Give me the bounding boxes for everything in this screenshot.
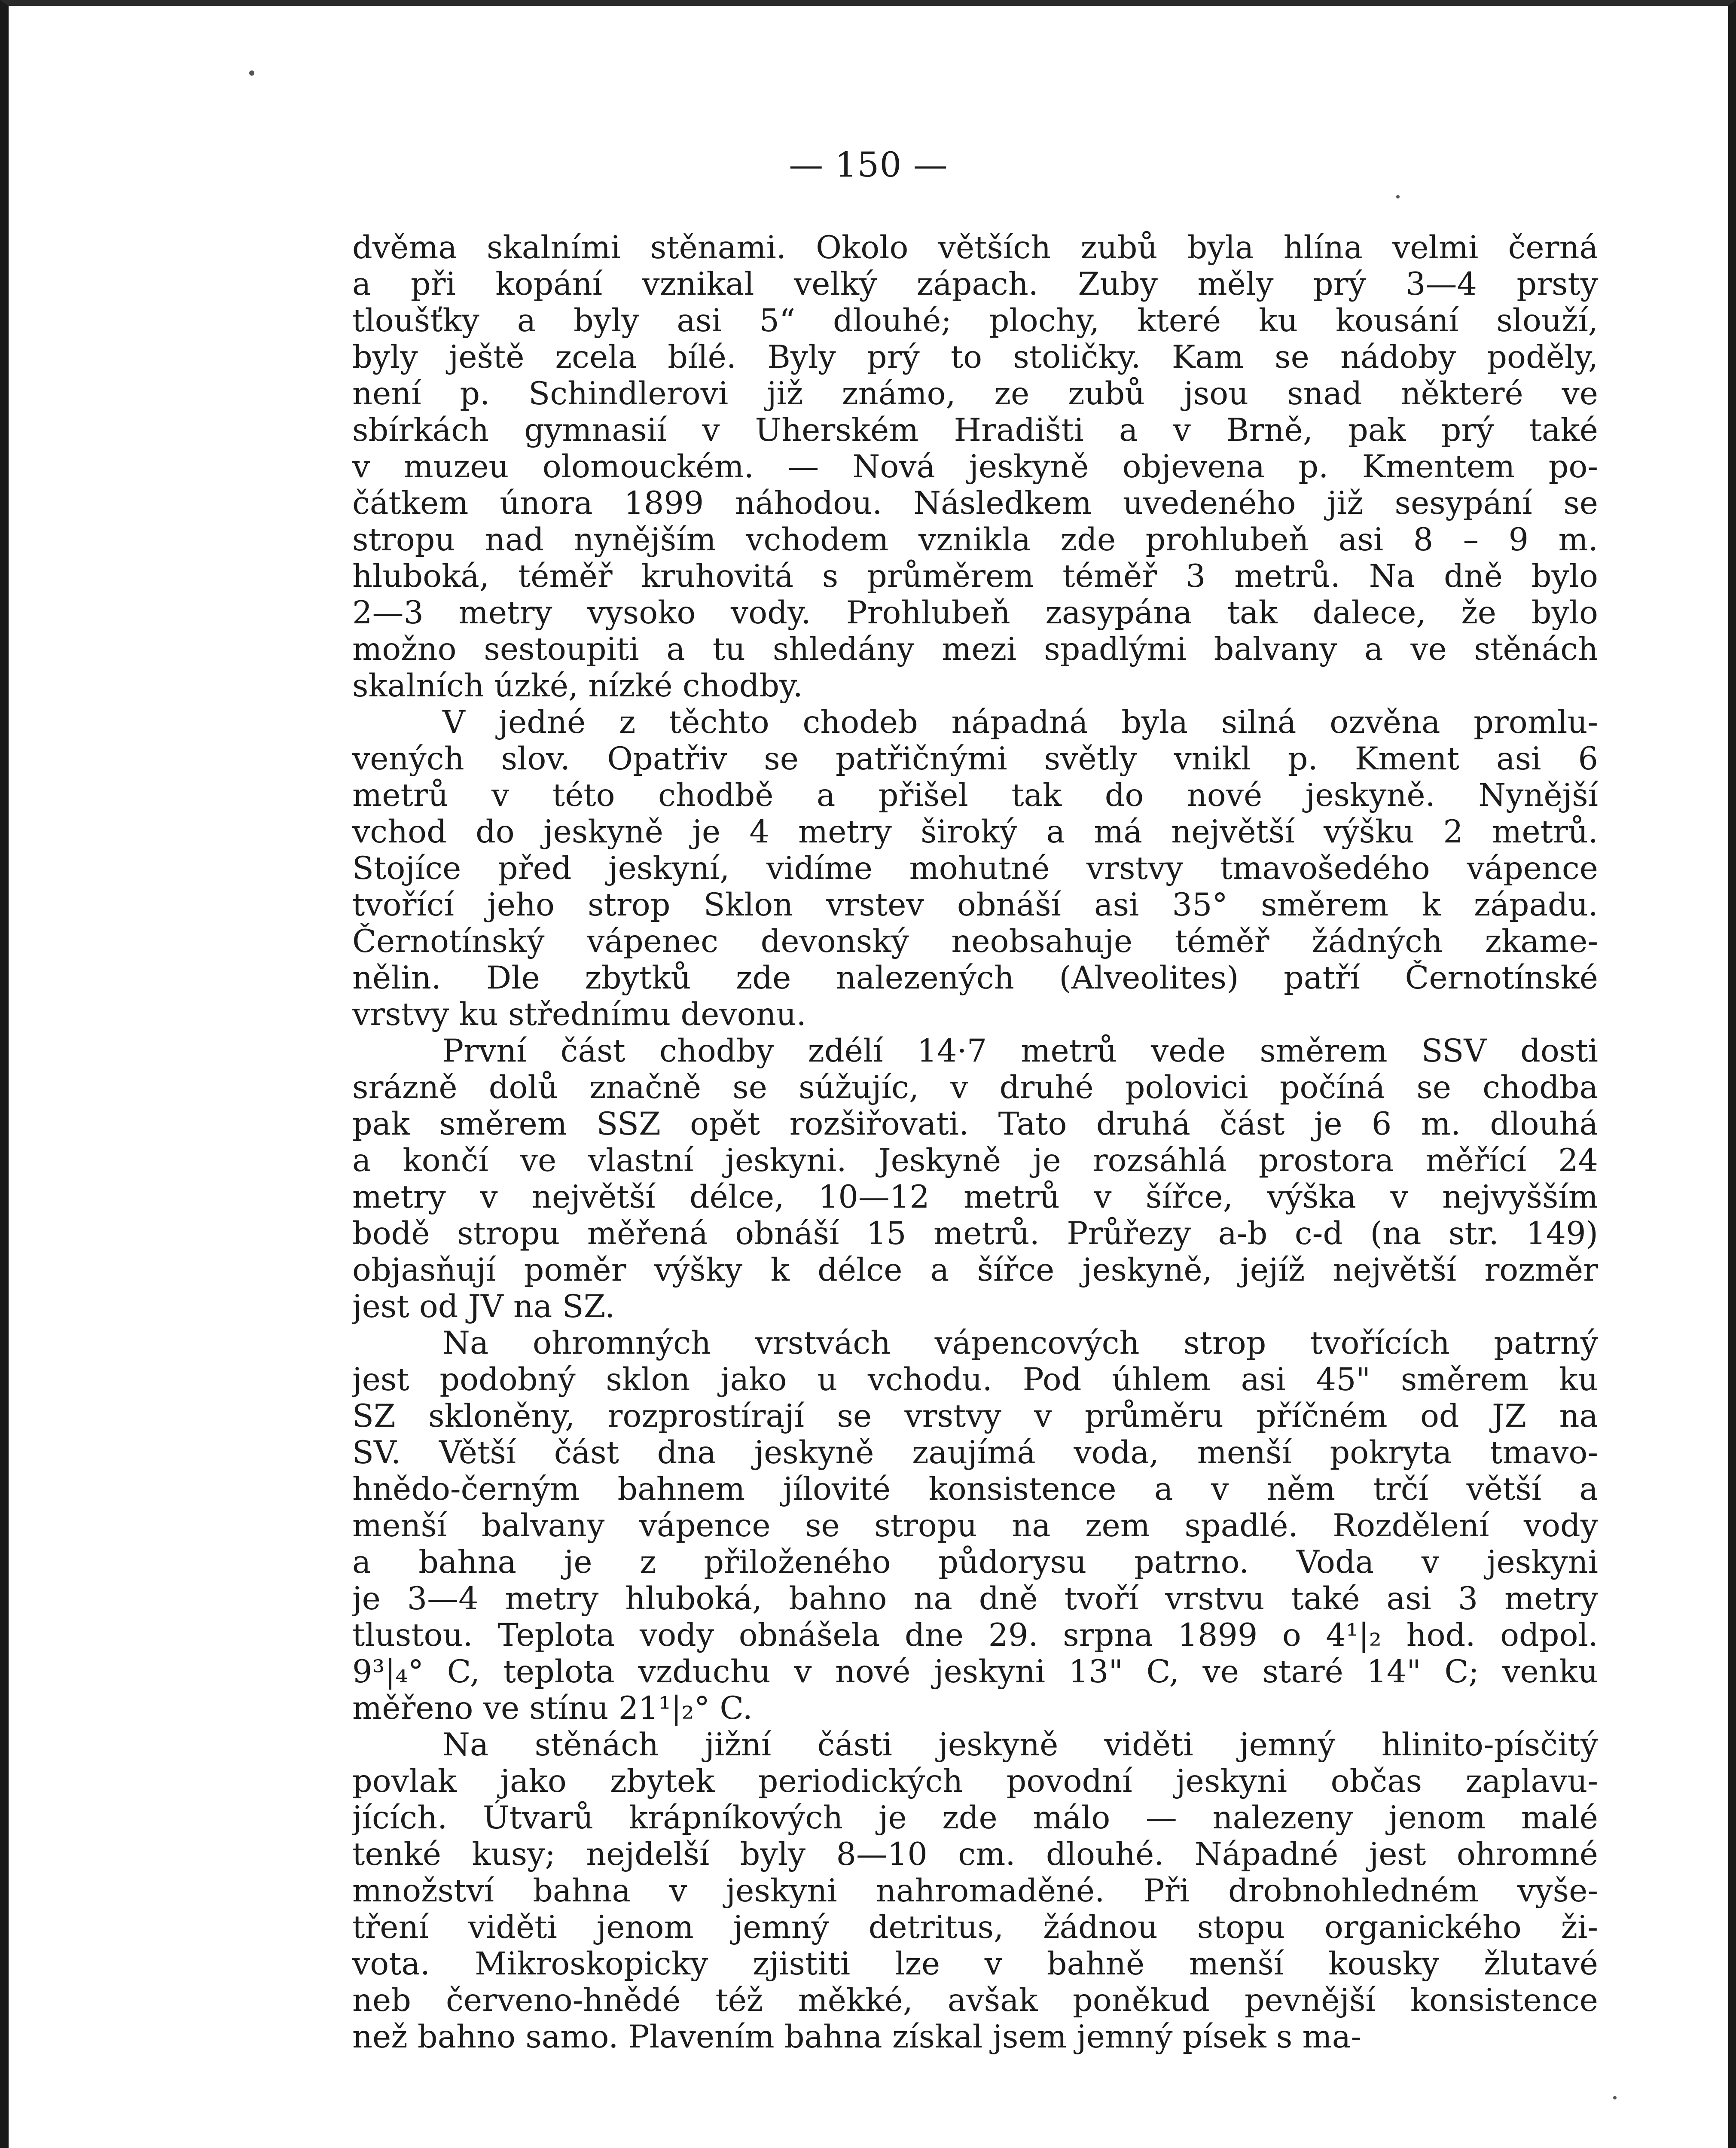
paragraph — [352, 229, 1598, 704]
text-line: tlustou. Teplota vody obnášela dne 29. srpna 1899 o 4¹|₂ hod. odpol. — [352, 1617, 1598, 1654]
text-line: bodě stropu měřená obnáší 15 metrů. Průřezy a-b c-d (na str. 149) — [352, 1215, 1598, 1252]
text-line: pak směrem SSZ opět rozšiřovati. Tato druhá část je 6 m. dlouhá — [352, 1106, 1598, 1142]
scan-speck — [1613, 2096, 1617, 2099]
text-line: skalních úzké, nízké chodby. — [352, 668, 803, 704]
text-line: měřeno ve stínu 21¹|₂° C. — [352, 1690, 753, 1727]
text-line: a bahna je z přiloženého půdorysu patrno. Voda v jeskyni — [352, 1544, 1598, 1580]
text-line: hluboká, téměř kruhovitá s průměrem téměř 3 metrů. Na dně bylo — [352, 558, 1598, 595]
text-line: tenké kusy; nejdelší byly 8—10 cm. dlouhé. Nápadné jest ohromné — [352, 1836, 1598, 1873]
text-line: čátkem února 1899 náhodou. Následkem uvedeného již sesypání se — [352, 485, 1598, 522]
text-line: Na ohromných vrstvách vápencových strop tvořících patrný — [442, 1325, 1598, 1361]
text-line: vených slov. Opatřiv se patřičnými světly vnikl p. Kment asi 6 — [352, 741, 1598, 777]
text-line: není p. Schindlerovi již známo, ze zubů jsou snad některé ve — [352, 375, 1598, 412]
paragraph — [352, 1727, 1598, 2055]
text-line: Na stěnách jižní části jeskyně viděti jemný hlinito-písčitý — [442, 1727, 1598, 1763]
text-line: SZ skloněny, rozprostírají se vrstvy v průměru příčném od JZ na — [352, 1398, 1598, 1434]
text-line: byly ještě zcela bílé. Byly prý to stoličky. Kam se nádoby poděly, — [352, 339, 1598, 375]
text-line: jest od JV na SZ. — [352, 1288, 615, 1325]
text-line: SV. Větší část dna jeskyně zaujímá voda, menší pokryta tmavo- — [352, 1434, 1598, 1471]
text-line: V jedné z těchto chodeb nápadná byla silná ozvěna promlu- — [442, 704, 1598, 741]
text-line: je 3—4 metry hluboká, bahno na dně tvoří vrstvu také asi 3 metry — [352, 1580, 1598, 1617]
text-line: neb červeno-hnědé též měkké, avšak poněkud pevnější konsistence — [352, 1982, 1598, 2019]
paragraph — [352, 1033, 1598, 1325]
text-line: sbírkách gymnasií v Uherském Hradišti a v Brně, pak prý také — [352, 412, 1598, 449]
text-line: hnědo-černým bahnem jílovité konsistence a v něm trčí větší a — [352, 1471, 1598, 1507]
scan-speck — [249, 70, 254, 76]
text-line: a při kopání vznikal velký zápach. Zuby měly prý 3—4 prsty — [352, 266, 1598, 302]
text-line: srázně dolů značně se súžujíc, v druhé polovici počíná se chodba — [352, 1069, 1598, 1106]
paragraph — [352, 1325, 1598, 1727]
text-line: První část chodby zdélí 14·7 metrů vede směrem SSV dosti — [442, 1033, 1598, 1069]
text-line: jest podobný sklon jako u vchodu. Pod úhlem asi 45" směrem ku — [352, 1361, 1598, 1398]
text-line: vrstvy ku střednímu devonu. — [352, 996, 806, 1033]
text-line: Černotínský vápenec devonský neobsahuje téměř žádných zkame- — [352, 923, 1598, 960]
text-line: vchod do jeskyně je 4 metry široký a má největší výšku 2 metrů. — [352, 814, 1598, 850]
text-line: v muzeu olomouckém. — Nová jeskyně objevena p. Kmentem po- — [352, 449, 1598, 485]
text-line: dvěma skalními stěnami. Okolo větších zubů byla hlína velmi černá — [352, 229, 1598, 266]
text-line: 9³|₄° C, teplota vzduchu v nové jeskyni 13" C, ve staré 14" C; venku — [352, 1654, 1598, 1690]
text-line: jících. Útvarů krápníkových je zde málo — nalezeny jenom malé — [352, 1800, 1598, 1836]
text-line: Stojíce před jeskyní, vidíme mohutné vrstvy tmavošedého vápence — [352, 850, 1598, 887]
paragraph — [352, 704, 1598, 1033]
text-line: množství bahna v jeskyni nahromaděné. Při drobnohledném vyše- — [352, 1873, 1598, 1909]
scan-speck — [1396, 195, 1400, 198]
text-line: metrů v této chodbě a přišel tak do nové jeskyně. Nynější — [352, 777, 1598, 814]
text-line: objasňují poměr výšky k délce a šířce jeskyně, jejíž největší rozměr — [352, 1252, 1598, 1288]
text-line: tloušťky a byly asi 5“ dlouhé; plochy, které ku kousání slouží, — [352, 302, 1598, 339]
text-line: vota. Mikroskopicky zjistiti lze v bahně menší kousky žlutavé — [352, 1946, 1598, 1982]
text-line: tření viděti jenom jemný detritus, žádnou stopu organického ži- — [352, 1909, 1598, 1946]
text-line: možno sestoupiti a tu shledány mezi spadlými balvany a ve stěnách — [352, 631, 1598, 668]
text-line: nělin. Dle zbytků zde nalezených (Alveolites) patří Černotínské — [352, 960, 1598, 996]
page-number: — 150 — — [789, 145, 948, 185]
text-line: 2—3 metry vysoko vody. Prohlubeň zasypána tak dalece, že bylo — [352, 595, 1598, 631]
text-line: stropu nad nynějším vchodem vznikla zde prohlubeň asi 8 – 9 m. — [352, 522, 1598, 558]
body-text — [352, 229, 1598, 2055]
text-line: než bahno samo. Plavením bahna získal jsem jemný písek s ma- — [352, 2019, 1361, 2055]
text-line: povlak jako zbytek periodických povodní jeskyni občas zaplavu- — [352, 1763, 1598, 1800]
text-line: tvořící jeho strop Sklon vrstev obnáší asi 35° směrem k západu. — [352, 887, 1598, 923]
text-line: metry v největší délce, 10—12 metrů v šířce, výška v nejvyšším — [352, 1179, 1598, 1215]
text-line: menší balvany vápence se stropu na zem spadlé. Rozdělení vody — [352, 1507, 1598, 1544]
text-line: a končí ve vlastní jeskyni. Jeskyně je rozsáhlá prostora měřící 24 — [352, 1142, 1598, 1179]
